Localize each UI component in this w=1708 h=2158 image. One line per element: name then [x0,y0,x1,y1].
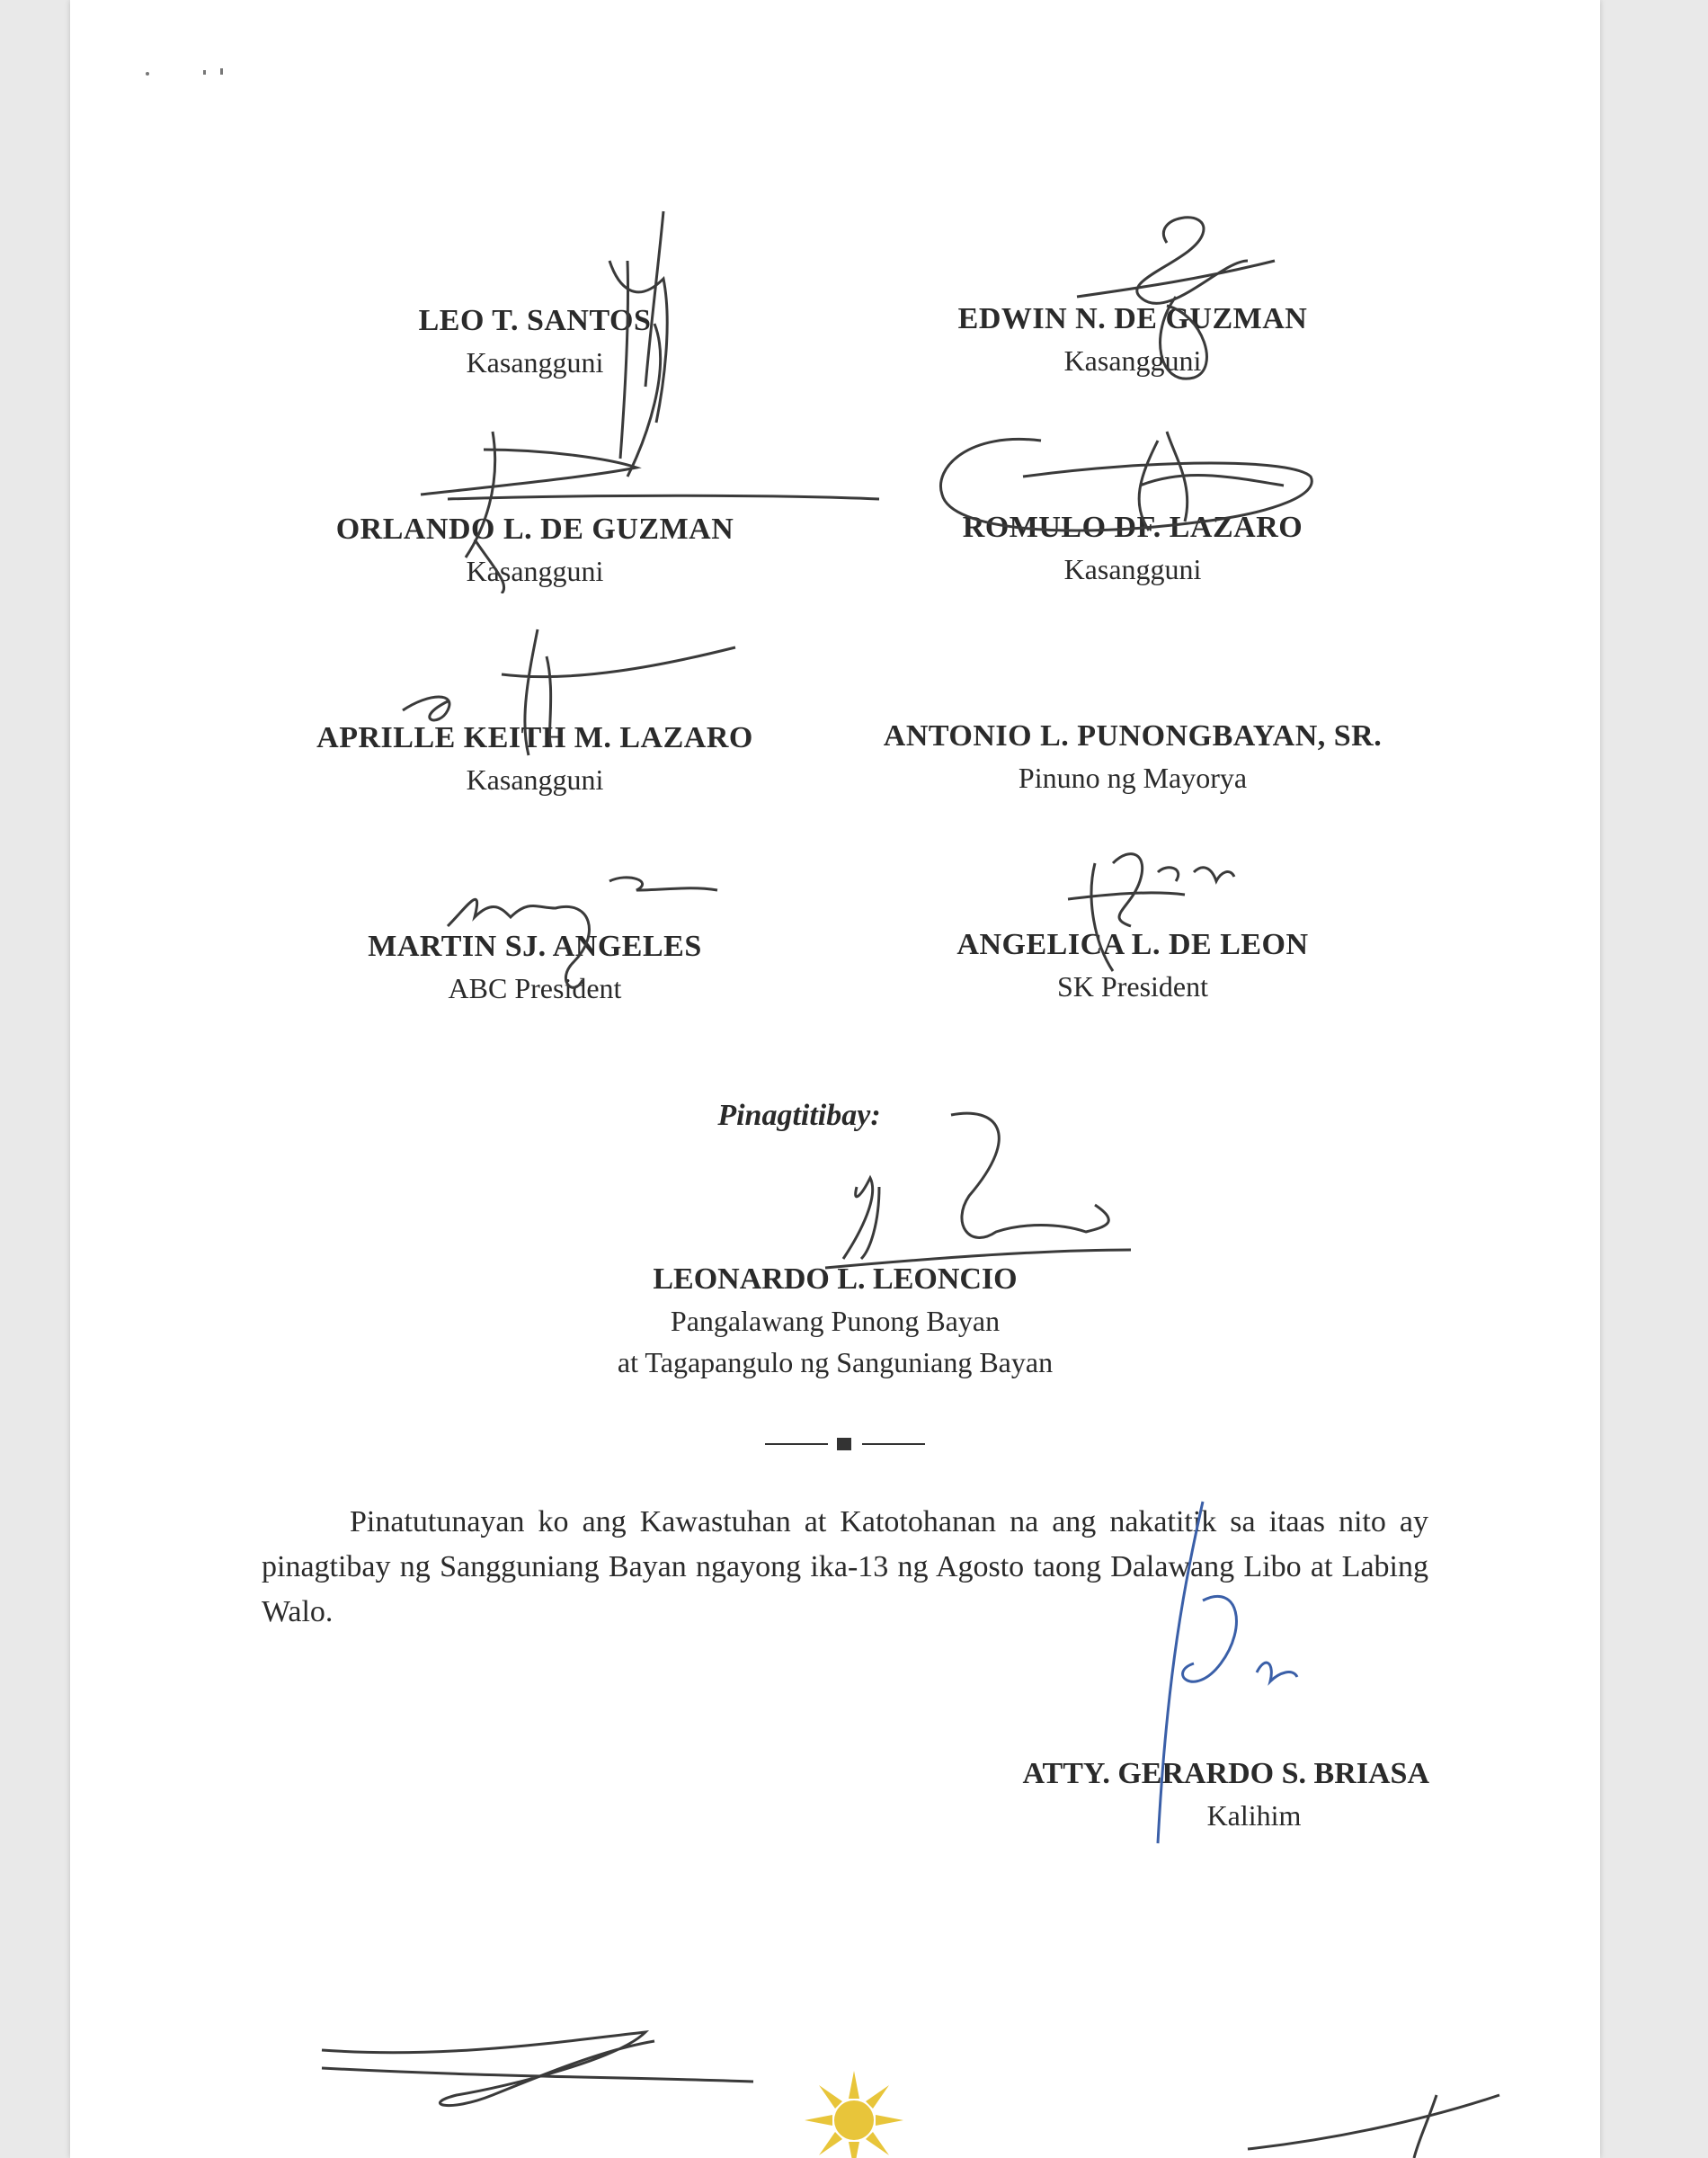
signatory-title: ABC President [448,972,622,1004]
certification-paragraph: Pinatutunayan ko ang Kawastuhan at Katotohanan na ang nakatitik sa itaas nito ay pinagtibay ng Sangguniang Bayan ngayong ika-13 ng Agosto taong Dalawang Libo at Labing Walo. [262,1505,1428,1628]
document-page [70,0,1600,2158]
scan-specks [142,63,250,90]
signatory-title: SK President [1057,970,1208,1003]
signatory-name: LEO T. SANTOS [418,304,652,337]
approver-name: LEONARDO L. LEONCIO [653,1262,1018,1296]
secretary-block [890,1753,1429,1836]
signatory-romulo-lazaro [845,507,1420,590]
signatory-orlando-de-guzman [247,509,823,592]
signatory-title: Kasangguni [1063,553,1202,585]
section-divider [70,1435,1600,1453]
approver-title-line2: at Tagapangulo ng Sanguniang Bayan [617,1346,1054,1378]
signatory-title: Kasangguni [1063,344,1202,377]
signatory-leo-santos [247,300,823,383]
divider-line-right [862,1443,925,1445]
signatory-edwin-de-guzman [845,299,1420,381]
signatory-name: MARTIN SJ. ANGELES [368,930,702,963]
signature-bottom-left [313,2014,762,2122]
approver-title-line1: Pangalawang Punong Bayan [670,1305,1001,1337]
signatory-name: ROMULO DF. LAZARO [962,511,1303,544]
signatory-name: ORLANDO L. DE GUZMAN [335,513,734,546]
approval-label: Pinagtitibay: [717,1099,881,1132]
approval-block [70,1259,1600,1383]
signatory-name: APRILLE KEITH M. LAZARO [316,721,753,754]
signatory-angelica-de-leon [845,924,1420,1007]
sun-seal-icon [800,2066,908,2158]
secretary-name: ATTY. GERARDO S. BRIASA [1022,1757,1429,1790]
signatory-name: ANTONIO L. PUNONGBAYAN, SR. [883,719,1383,753]
signature-bottom-right [1239,2086,1508,2158]
signatory-title: Kasangguni [466,555,604,587]
signatory-martin-angeles [247,926,823,1009]
divider-line-left [765,1443,828,1445]
divider-square [837,1438,851,1450]
signatory-name: EDWIN N. DE GUZMAN [957,302,1308,335]
secretary-title: Kalihim [1206,1799,1302,1832]
signatory-title: Kasangguni [466,346,604,379]
signatory-name: ANGELICA L. DE LEON [956,928,1309,961]
signatory-aprille-lazaro [247,718,823,800]
signatory-title: Pinuno ng Mayorya [1018,762,1248,794]
signatory-antonio-punongbayan [845,716,1420,798]
signatory-title: Kasangguni [466,763,604,796]
